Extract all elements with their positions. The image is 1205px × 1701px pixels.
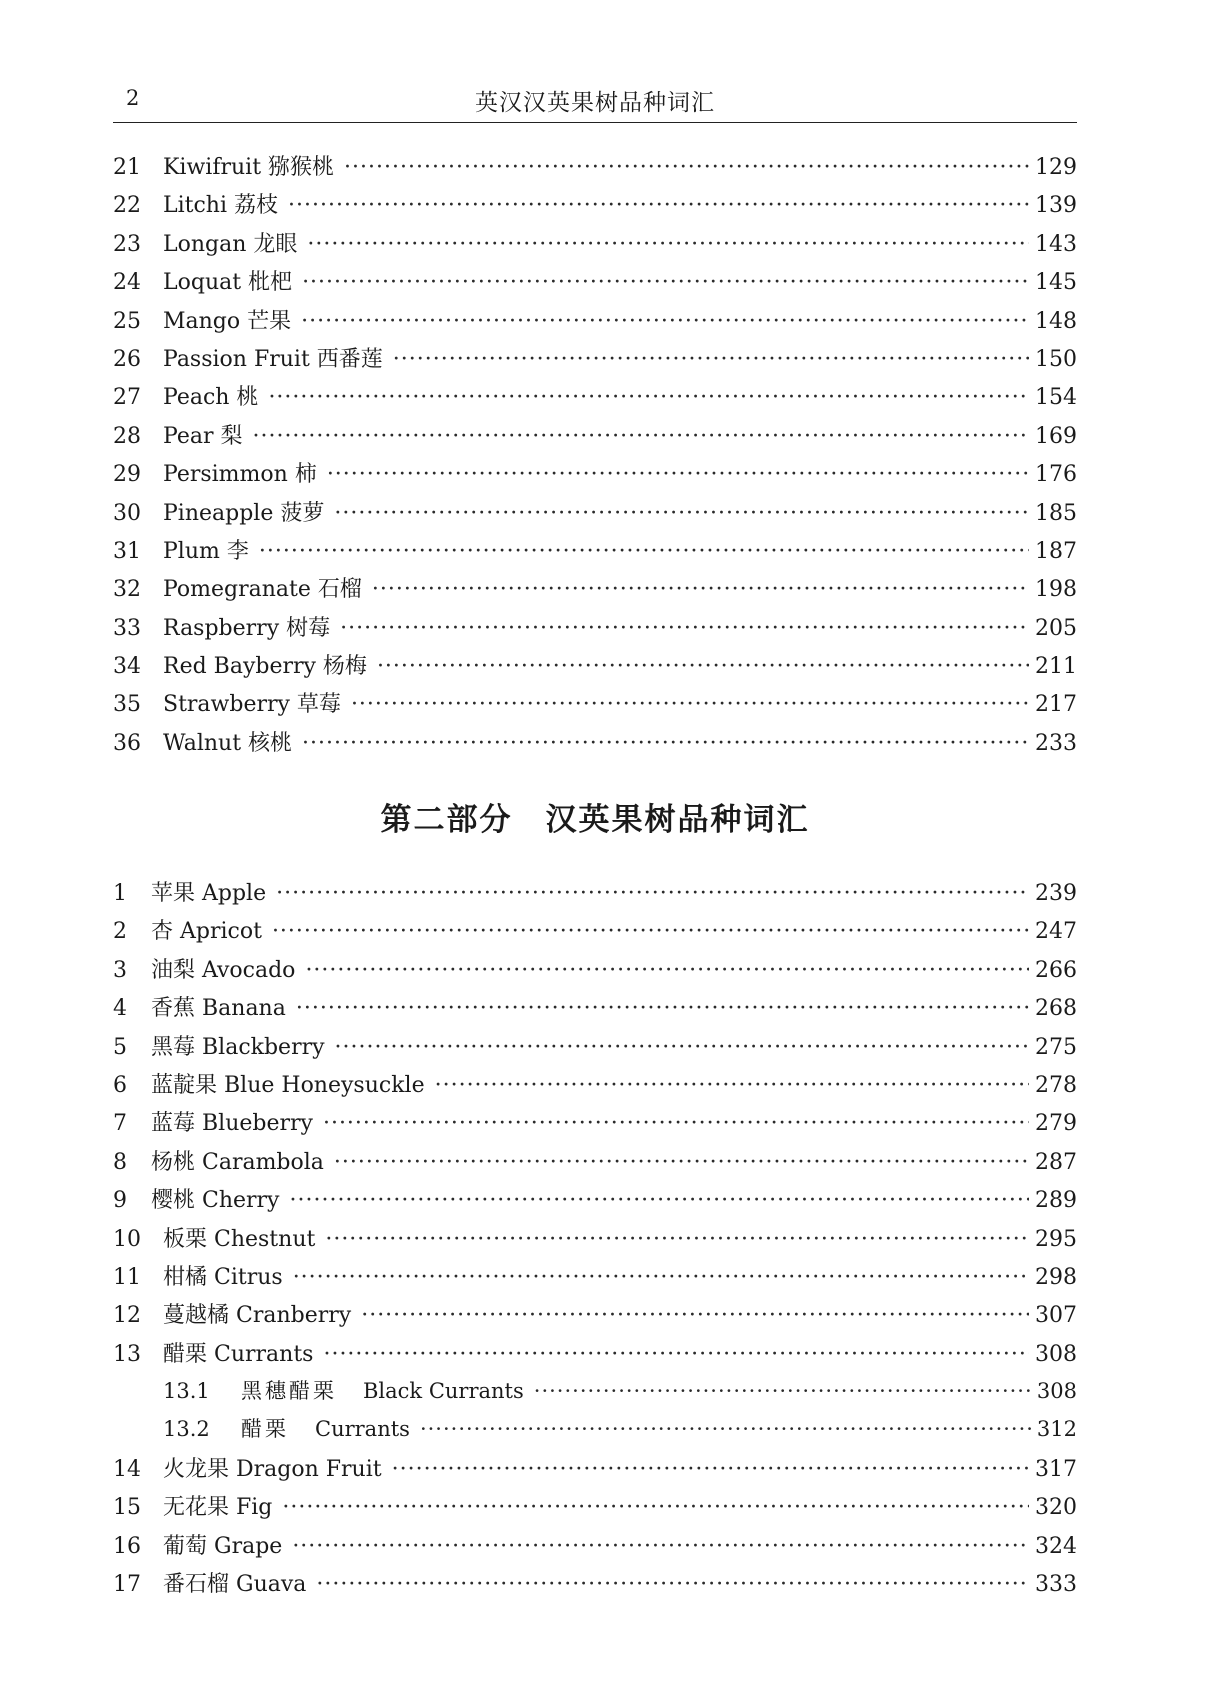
entry-number: 11 xyxy=(113,1264,141,1290)
entry-number: 35 xyxy=(113,692,141,718)
entry-page-number: 268 xyxy=(1035,996,1077,1022)
entry-page-number: 148 xyxy=(1035,308,1077,334)
entry-page-number: 129 xyxy=(1035,155,1077,180)
entry-page-number: 275 xyxy=(1035,1034,1077,1060)
leader-dots xyxy=(323,1342,1029,1367)
toc-entry[interactable] xyxy=(113,1106,1077,1144)
entry-page-number: 150 xyxy=(1035,346,1077,372)
leader-dots xyxy=(305,958,1029,983)
toc-subentry[interactable] xyxy=(113,1375,1077,1413)
leader-dots xyxy=(351,692,1029,717)
entry-label: 蓝莓 Blueberry xyxy=(151,1111,313,1137)
entry-page-number: 247 xyxy=(1035,919,1077,945)
entry-number: 34 xyxy=(113,654,141,680)
entry-page-number: 333 xyxy=(1035,1572,1077,1598)
entry-label: 柑橘 Citrus xyxy=(163,1264,283,1290)
leader-dots xyxy=(340,616,1029,641)
toc-entry[interactable] xyxy=(113,1490,1077,1528)
entry-label: Loquat 枇杷 xyxy=(163,270,293,296)
entry-label: Red Bayberry 杨梅 xyxy=(163,654,367,680)
entry-label: Persimmon 柿 xyxy=(163,462,317,488)
leader-dots xyxy=(344,155,1029,180)
leader-dots xyxy=(292,1534,1029,1559)
entry-page-number: 233 xyxy=(1035,730,1077,756)
toc-entry[interactable] xyxy=(113,991,1077,1029)
entry-label: 无花果 Fig xyxy=(163,1495,273,1521)
leader-dots xyxy=(307,232,1029,257)
entry-label: Passion Fruit 西番莲 xyxy=(163,346,383,372)
toc-entry[interactable] xyxy=(113,914,1077,952)
toc-entry[interactable] xyxy=(113,1337,1077,1375)
entry-number: 13.2 xyxy=(163,1417,210,1442)
leader-dots xyxy=(325,1227,1029,1252)
toc-entry[interactable] xyxy=(113,1030,1077,1068)
entry-page-number: 317 xyxy=(1035,1456,1077,1482)
toc-entry[interactable] xyxy=(113,1183,1077,1221)
entry-number: 1 xyxy=(113,881,127,906)
leader-dots xyxy=(334,501,1029,526)
entry-number: 9 xyxy=(113,1188,127,1214)
leader-dots xyxy=(301,309,1029,334)
entry-number: 17 xyxy=(113,1572,141,1598)
entry-number: 3 xyxy=(113,957,127,983)
toc-part1-list xyxy=(113,150,1077,764)
entry-label: 苹果 Apple xyxy=(151,881,267,906)
entry-number: 21 xyxy=(113,155,141,180)
leader-dots xyxy=(377,654,1029,679)
entry-number: 13 xyxy=(113,1341,141,1367)
entry-number: 10 xyxy=(113,1226,141,1252)
leader-dots xyxy=(259,539,1029,564)
leader-dots xyxy=(302,270,1029,295)
entry-page-number: 198 xyxy=(1035,577,1077,603)
running-title: 英汉汉英果树品种词汇 xyxy=(475,90,715,116)
entry-page-number: 211 xyxy=(1035,654,1077,680)
entry-label: 板栗 Chestnut xyxy=(163,1226,316,1252)
entry-number: 22 xyxy=(113,193,141,219)
entry-page-number: 154 xyxy=(1035,385,1077,411)
entry-page-number: 308 xyxy=(1036,1379,1077,1404)
toc-entry[interactable] xyxy=(113,649,1077,687)
leader-dots xyxy=(327,462,1029,487)
entry-number: 7 xyxy=(113,1111,127,1137)
entry-page-number: 145 xyxy=(1035,270,1077,296)
entry-label: Raspberry 树莓 xyxy=(163,615,331,641)
leader-dots xyxy=(272,919,1029,944)
leader-dots xyxy=(392,1457,1029,1482)
toc-entry[interactable] xyxy=(113,1068,1077,1106)
entry-page-number: 139 xyxy=(1035,193,1077,219)
entry-chinese-name: 醋栗 xyxy=(241,1417,289,1442)
toc-entry[interactable] xyxy=(113,457,1077,495)
toc-entry[interactable] xyxy=(113,1567,1077,1605)
toc-entry[interactable] xyxy=(113,1529,1077,1567)
entry-label: 醋栗 Currants xyxy=(163,1341,314,1367)
entry-label: 樱桃 Cherry xyxy=(151,1188,280,1214)
leader-dots xyxy=(361,1303,1029,1328)
entry-number: 13.1 xyxy=(163,1379,210,1404)
entry-number: 16 xyxy=(113,1533,141,1559)
leader-dots xyxy=(289,1188,1029,1213)
entry-number: 23 xyxy=(113,231,141,257)
entry-label: Strawberry 草莓 xyxy=(163,692,341,718)
entry-page-number: 298 xyxy=(1035,1264,1077,1290)
entry-english-name: Currants xyxy=(315,1417,410,1442)
leader-dots xyxy=(334,1150,1029,1175)
entry-label: 油梨 Avocado xyxy=(151,957,296,983)
toc-entry[interactable] xyxy=(113,1260,1077,1298)
leader-dots xyxy=(335,1035,1029,1060)
entry-page-number: 266 xyxy=(1035,957,1077,983)
toc-entry[interactable] xyxy=(113,496,1077,534)
leader-dots xyxy=(252,424,1029,449)
entry-number: 28 xyxy=(113,423,141,449)
leader-dots xyxy=(534,1379,1031,1403)
entry-label: Kiwifruit 猕猴桃 xyxy=(163,155,335,180)
entry-label: Pineapple 菠萝 xyxy=(163,500,325,526)
leader-dots xyxy=(393,347,1029,372)
toc-entry[interactable] xyxy=(113,534,1077,572)
leader-dots xyxy=(323,1111,1029,1136)
entry-page-number: 295 xyxy=(1035,1226,1077,1252)
entry-number: 2 xyxy=(113,919,127,945)
entry-number: 12 xyxy=(113,1303,141,1329)
entry-label: 香蕉 Banana xyxy=(151,996,286,1022)
entry-number: 30 xyxy=(113,500,141,526)
toc-entry[interactable] xyxy=(113,227,1077,265)
entry-label: Peach 桃 xyxy=(163,385,259,411)
toc-entry[interactable] xyxy=(113,150,1077,188)
toc-entry[interactable] xyxy=(113,1452,1077,1490)
entry-page-number: 185 xyxy=(1035,500,1077,526)
entry-page-number: 287 xyxy=(1035,1149,1077,1175)
entry-label: Pear 梨 xyxy=(163,423,243,449)
entry-label: Mango 芒果 xyxy=(163,308,292,334)
leader-dots xyxy=(420,1417,1031,1441)
entry-page-number: 312 xyxy=(1036,1417,1077,1442)
entry-number: 33 xyxy=(113,615,141,641)
entry-label: 蓝靛果 Blue Honeysuckle xyxy=(151,1072,425,1098)
entry-page-number: 308 xyxy=(1035,1341,1077,1367)
page-number: 2 xyxy=(126,86,140,110)
entry-page-number: 176 xyxy=(1035,462,1077,488)
toc-entry[interactable] xyxy=(113,419,1077,457)
entry-page-number: 289 xyxy=(1035,1188,1077,1214)
toc-entry[interactable] xyxy=(113,726,1077,764)
entry-number: 6 xyxy=(113,1072,127,1098)
part2-heading: 第二部分 汉英果树品种词汇 xyxy=(380,802,810,838)
entry-number: 32 xyxy=(113,577,141,603)
entry-number: 31 xyxy=(113,538,141,564)
toc-entry[interactable] xyxy=(113,611,1077,649)
leader-dots xyxy=(302,731,1029,756)
entry-page-number: 217 xyxy=(1035,692,1077,718)
entry-label: Walnut 核桃 xyxy=(163,730,293,756)
leader-dots xyxy=(288,193,1029,218)
entry-number: 24 xyxy=(113,270,141,296)
toc-entry[interactable] xyxy=(113,1222,1077,1260)
toc-entry[interactable] xyxy=(113,304,1077,342)
entry-number: 8 xyxy=(113,1149,127,1175)
leader-dots xyxy=(282,1495,1029,1520)
entry-page-number: 320 xyxy=(1035,1495,1077,1521)
entry-page-number: 278 xyxy=(1035,1072,1077,1098)
entry-page-number: 169 xyxy=(1035,423,1077,449)
leader-dots xyxy=(372,577,1029,602)
leader-dots xyxy=(296,996,1029,1021)
leader-dots xyxy=(268,385,1029,410)
entry-page-number: 143 xyxy=(1035,231,1077,257)
toc-entry[interactable] xyxy=(113,953,1077,991)
toc-entry[interactable] xyxy=(113,876,1077,914)
toc-entry[interactable] xyxy=(113,572,1077,610)
entry-number: 36 xyxy=(113,730,141,756)
toc-entry[interactable] xyxy=(113,1298,1077,1336)
entry-number: 14 xyxy=(113,1456,141,1482)
entry-page-number: 205 xyxy=(1035,615,1077,641)
leader-dots xyxy=(316,1572,1029,1597)
entry-label: Pomegranate 石榴 xyxy=(163,577,362,603)
entry-label: Litchi 荔枝 xyxy=(163,193,279,219)
toc-entry[interactable] xyxy=(113,687,1077,725)
entry-label: Longan 龙眼 xyxy=(163,231,298,257)
entry-number: 27 xyxy=(113,385,141,411)
toc-entry[interactable] xyxy=(113,380,1077,418)
leader-dots xyxy=(293,1265,1029,1290)
toc-entry[interactable] xyxy=(113,1145,1077,1183)
leader-dots xyxy=(276,881,1029,906)
entry-number: 4 xyxy=(113,996,127,1022)
leader-dots xyxy=(435,1073,1029,1098)
entry-label: Plum 李 xyxy=(163,538,249,564)
entry-page-number: 187 xyxy=(1035,538,1077,564)
entry-label: 葡萄 Grape xyxy=(163,1533,283,1559)
entry-label: 蔓越橘 Cranberry xyxy=(163,1303,352,1329)
entry-page-number: 279 xyxy=(1035,1111,1077,1137)
entry-page-number: 324 xyxy=(1035,1533,1077,1559)
toc-subentry[interactable] xyxy=(113,1413,1077,1451)
entry-number: 5 xyxy=(113,1034,127,1060)
entry-english-name: Black Currants xyxy=(363,1379,524,1404)
entry-chinese-name: 黑穗醋栗 xyxy=(241,1379,337,1404)
toc-part2-list xyxy=(113,876,1077,1605)
toc-entry[interactable] xyxy=(113,265,1077,303)
entry-label: 番石榴 Guava xyxy=(163,1572,307,1598)
toc-entry[interactable] xyxy=(113,188,1077,226)
entry-page-number: 307 xyxy=(1035,1303,1077,1329)
entry-number: 25 xyxy=(113,308,141,334)
toc-entry[interactable] xyxy=(113,342,1077,380)
entry-number: 15 xyxy=(113,1495,141,1521)
entry-number: 29 xyxy=(113,462,141,488)
running-header xyxy=(113,80,1077,123)
entry-number: 26 xyxy=(113,346,141,372)
entry-label: 黑莓 Blackberry xyxy=(151,1034,325,1060)
entry-label: 杨桃 Carambola xyxy=(151,1149,324,1175)
entry-label: 火龙果 Dragon Fruit xyxy=(163,1456,382,1482)
entry-page-number: 239 xyxy=(1035,881,1077,906)
entry-label: 杏 Apricot xyxy=(151,919,262,945)
